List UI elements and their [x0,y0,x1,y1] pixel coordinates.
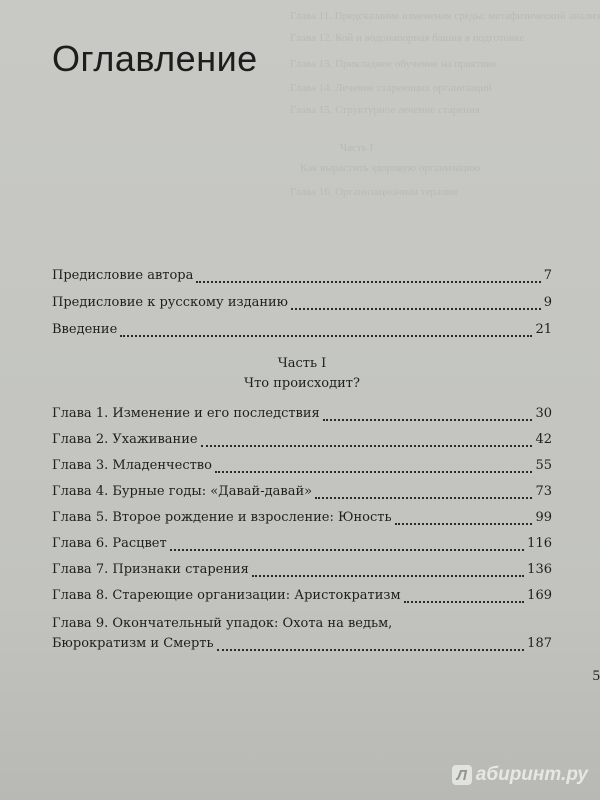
toc-entry [52,562,552,582]
toc-entry-line [52,616,552,636]
toc-entry-label: Глава 2. Ухаживание [52,432,198,447]
toc-entry-label: Глава 3. Младенчество [52,458,212,473]
toc-entry [52,636,552,656]
toc-entry-label: Бюрократизм и Смерть [52,636,214,651]
toc-entry [52,510,552,530]
toc-entry [52,536,552,556]
toc-entry [52,432,552,452]
toc-entry-label: Глава 4. Бурные годы: «Давай-давай» [52,484,313,499]
toc-entry-label: Глава 9. Окончательный упадок: Охота на ведьм, [52,616,393,631]
toc-entry [52,406,552,426]
bleed-through-text: Глава 16. Организационная терапия [290,186,458,198]
toc-entry-page: 187 [527,636,552,651]
toc-entry-page: 7 [543,268,552,283]
page-number: 5 [592,668,600,684]
dot-leader [323,419,533,421]
toc-entry [52,458,552,478]
toc-entry-page: 169 [527,588,552,603]
dot-leader [215,471,533,473]
bleed-through-text: Часть I [340,142,374,154]
toc-entry-label: Глава 1. Изменение и его последствия [52,406,320,421]
toc-entry [52,322,552,342]
toc-entry [52,295,552,315]
toc-entry-label: Глава 8. Стареющие организации: Аристократизм [52,588,401,603]
bleed-through-text: Глава 12. Кой и водонапорная башня в подготовке [290,32,525,44]
toc-entry-page: 30 [535,406,552,421]
toc-entry-label: Предисловие автора [52,268,194,283]
toc-entry-page: 9 [543,295,552,310]
toc-entry-page: 73 [535,484,552,499]
bleed-through-text: Глава 13. Прикладное обучение на практике [290,58,497,70]
bleed-through-text: Как вырастить здоровую организацию [300,162,481,174]
part-label: Часть I [277,356,327,371]
dot-leader [217,649,525,651]
toc-entry-page: 116 [527,536,552,551]
dot-leader [291,308,541,310]
dot-leader [404,601,525,603]
watermark-text: абиринт.ру [475,764,588,785]
watermark [452,764,588,786]
toc-entry [52,268,552,288]
dot-leader [120,335,532,337]
toc-entry-page: 21 [535,322,552,337]
part-subtitle: Что происходит? [244,376,360,391]
page-title: Оглавление [52,38,258,79]
toc-entry-page: 99 [535,510,552,525]
toc-entry-label: Глава 5. Второе рождение и взросление: Юность [52,510,392,525]
dot-leader [252,575,524,577]
dot-leader [315,497,532,499]
bleed-through-text: Глава 11. Предсказание изменения среды: метафизический анализ [290,10,600,22]
toc-entry-page: 55 [535,458,552,473]
dot-leader [170,549,524,551]
watermark-logo-icon: Л [452,765,472,785]
toc-entry-label: Глава 7. Признаки старения [52,562,249,577]
toc-entry-label: Глава 6. Расцвет [52,536,167,551]
bleed-through-text: Глава 15. Структурное лечение старения [290,104,480,116]
toc-entry-page: 136 [527,562,552,577]
dot-leader [196,281,540,283]
dot-leader [395,523,533,525]
bleed-through-text: Глава 14. Лечение стареющих организаций [290,82,492,94]
toc-entry [52,588,552,608]
toc-entry-page: 42 [535,432,552,447]
dot-leader [201,445,533,447]
toc-entry-label: Введение [52,322,118,337]
toc-entry-label: Предисловие к русскому изданию [52,295,288,310]
toc-entry [52,484,552,504]
